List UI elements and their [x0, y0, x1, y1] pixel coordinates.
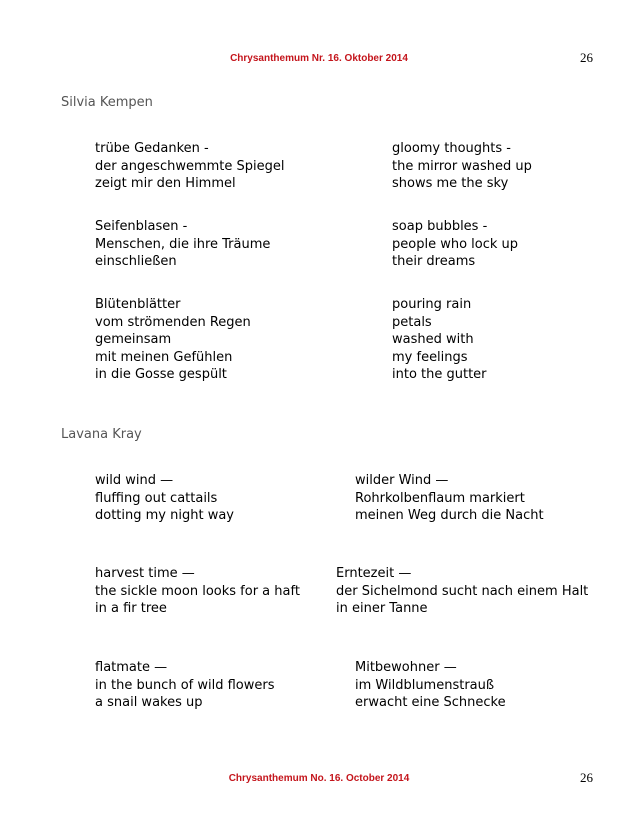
verse-line: meinen Weg durch die Nacht [355, 508, 544, 523]
verse-line: gloomy thoughts - [392, 141, 511, 156]
haiku-german [355, 659, 506, 712]
haiku-english [95, 659, 275, 712]
verse-line: Mitbewohner — [355, 660, 457, 675]
verse-line: zeigt mir den Himmel [95, 176, 236, 191]
haiku-german [95, 218, 270, 271]
verse-line: washed with [392, 332, 474, 347]
verse-line: wilder Wind — [355, 473, 449, 488]
verse-line: in a fir tree [95, 601, 167, 616]
haiku-german [355, 472, 544, 525]
page-footer [0, 768, 638, 788]
verse-line: im Wildblumenstrauß [355, 677, 495, 693]
verse-line: pouring rain [392, 297, 472, 312]
verse-line: a snail wakes up [95, 695, 203, 710]
header-page-number: 26 [580, 50, 593, 65]
verse-line: Rohrkolbenflaum markiert [355, 490, 525, 506]
page-header [0, 48, 638, 68]
haiku-english [392, 140, 532, 193]
verse-line: Erntezeit — [336, 566, 412, 581]
haiku-german [95, 296, 251, 384]
author-name: Silvia Kempen [61, 95, 153, 110]
verse-line: einschließen [95, 254, 177, 269]
verse-line: der Sichelmond sucht nach einem Halt [336, 583, 589, 599]
verse-line: in the bunch of wild flowers [95, 677, 275, 693]
footer-page-number: 26 [580, 770, 593, 785]
verse-line: Menschen, die ihre Träume [95, 236, 271, 252]
verse-line: mit meinen Gefühlen [95, 349, 233, 365]
verse-line: in die Gosse gespült [95, 367, 227, 382]
author-name: Lavana Kray [61, 427, 142, 442]
verse-line: my feelings [392, 349, 468, 365]
verse-line: erwacht eine Schnecke [355, 695, 506, 710]
verse-line: their dreams [392, 254, 476, 269]
verse-line: shows me the sky [392, 176, 509, 191]
haiku-english [95, 565, 300, 618]
verse-line: dotting my night way [95, 508, 234, 523]
verse-line: people who lock up [392, 236, 519, 252]
verse-line: in einer Tanne [336, 601, 428, 616]
header-title: Chrysanthemum Nr. 16. Oktober 2014 [230, 53, 408, 64]
verse-line: the mirror washed up [392, 158, 532, 174]
haiku-german [336, 565, 588, 618]
verse-line: Blütenblätter [95, 297, 181, 312]
footer-title: Chrysanthemum No. 16. October 2014 [228, 773, 410, 784]
verse-line: trübe Gedanken - [95, 141, 209, 156]
haiku-german [95, 140, 285, 193]
verse-line: flatmate — [95, 660, 168, 675]
verse-line: der angeschwemmte Spiegel [95, 158, 285, 174]
haiku-english [392, 296, 487, 384]
verse-line: the sickle moon looks for a haft [95, 583, 300, 599]
haiku-english [392, 218, 518, 271]
verse-line: fluffing out cattails [95, 490, 218, 506]
verse-line: gemeinsam [95, 332, 172, 347]
verse-line: into the gutter [392, 367, 487, 382]
verse-line: wild wind — [95, 473, 174, 488]
verse-line: harvest time — [95, 566, 195, 581]
verse-line: Seifenblasen - [95, 219, 188, 234]
haiku-english [95, 472, 234, 525]
verse-line: soap bubbles - [392, 219, 488, 234]
verse-line: petals [392, 314, 432, 330]
verse-line: vom strömenden Regen [95, 314, 251, 330]
